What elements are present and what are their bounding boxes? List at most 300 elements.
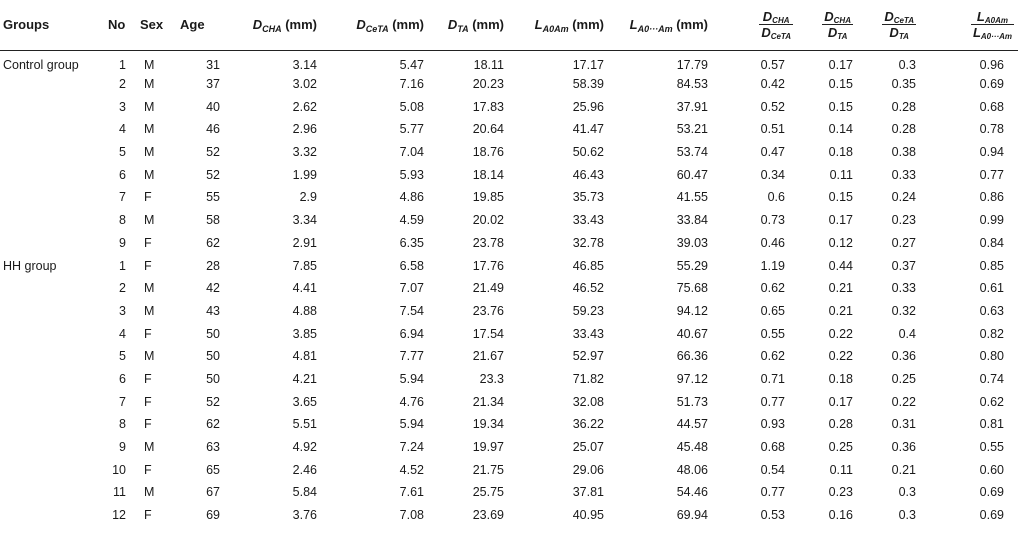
cell-sex: F — [144, 462, 152, 477]
cell-no: 8 — [119, 417, 126, 432]
cell-sex: F — [144, 235, 152, 250]
cell-la0-dots-am: 60.47 — [676, 167, 708, 182]
cell-ratio-dceta-dta: 0.32 — [891, 303, 916, 318]
cell-ratio-dceta-dta: 0.35 — [891, 77, 916, 92]
cell-la0-dots-am: 17.79 — [676, 57, 708, 72]
cell-group: Control group — [3, 57, 79, 72]
cell-la0am: 33.43 — [572, 213, 604, 228]
cell-la0am: 32.08 — [572, 394, 604, 409]
cell-la0am: 59.23 — [572, 303, 604, 318]
cell-ratio-dceta-dta: 0.36 — [891, 349, 916, 364]
cell-dcha: 4.21 — [292, 371, 317, 386]
cell-dta: 20.23 — [472, 77, 504, 92]
cell-ratio-dceta-dta: 0.25 — [891, 371, 916, 386]
col-header-ratio-la0am-la0-dots-am: $\frac{L_{A0Am}}{L_{A0\cdot\cdot\cdot Am}}$ — [972, 8, 1012, 42]
cell-dcha: 3.34 — [292, 213, 317, 228]
cell-ratio-dcha-dta: 0.11 — [829, 462, 853, 477]
cell-sex: F — [144, 326, 152, 341]
cell-ratio-dcha-dceta: 0.77 — [760, 394, 785, 409]
cell-no: 1 — [119, 57, 126, 72]
cell-dcha: 3.32 — [292, 145, 317, 160]
cell-ratio-dceta-dta: 0.3 — [898, 57, 916, 72]
cell-group — [0, 163, 108, 186]
cell-group — [0, 345, 108, 368]
cell-ratio-dcha-dta: 0.14 — [828, 122, 853, 137]
cell-ratio-dceta-dta: 0.28 — [891, 122, 916, 137]
cell-dcha: 2.62 — [292, 99, 317, 114]
cell-ratio-dcha-dceta: 0.68 — [760, 440, 785, 455]
cell-dta: 20.64 — [472, 122, 504, 137]
cell-age: 58 — [206, 213, 220, 228]
cell-ratio-dceta-dta: 0.23 — [891, 213, 916, 228]
cell-ratio-dcha-dta: 0.15 — [828, 77, 853, 92]
cell-sex: F — [144, 417, 152, 432]
cell-dta: 21.49 — [472, 281, 504, 296]
cell-group — [0, 300, 108, 323]
cell-ratio-dcha-dta: 0.21 — [828, 303, 853, 318]
cell-dceta: 7.07 — [399, 281, 424, 296]
cell-sex: M — [144, 167, 155, 182]
cell-dcha: 4.88 — [292, 303, 317, 318]
cell-ratio-la0am-la0-dots-am: 0.69 — [979, 508, 1004, 523]
cell-ratio-dcha-dta: 0.16 — [828, 508, 853, 523]
cell-ratio-dcha-dceta: 0.55 — [760, 326, 785, 341]
cell-age: 40 — [206, 99, 220, 114]
cell-dceta: 7.54 — [399, 303, 424, 318]
cell-group — [0, 390, 108, 413]
cell-group — [0, 322, 108, 345]
cell-ratio-dceta-dta: 0.22 — [891, 394, 916, 409]
cell-la0-dots-am: 40.67 — [676, 326, 708, 341]
cell-ratio-dcha-dceta: 0.53 — [760, 508, 785, 523]
cell-dceta: 7.16 — [399, 77, 424, 92]
cell-ratio-la0am-la0-dots-am: 0.84 — [979, 235, 1004, 250]
cell-ratio-dceta-dta: 0.33 — [891, 167, 916, 182]
cell-ratio-la0am-la0-dots-am: 0.69 — [979, 485, 1004, 500]
cell-sex: M — [144, 485, 155, 500]
cell-ratio-la0am-la0-dots-am: 0.60 — [979, 462, 1004, 477]
cell-dta: 20.02 — [472, 213, 504, 228]
cell-sex: M — [144, 213, 155, 228]
cell-no: 4 — [119, 326, 126, 341]
cell-group — [0, 118, 108, 141]
col-header-ratio-dcha-dta: $\frac{D_{CHA}}{D_{TA}}$ — [824, 8, 851, 42]
cell-ratio-dcha-dta: 0.25 — [828, 440, 853, 455]
cell-dceta: 6.58 — [399, 258, 424, 273]
cell-sex: F — [144, 190, 152, 205]
cell-ratio-dceta-dta: 0.33 — [891, 281, 916, 296]
cell-la0-dots-am: 75.68 — [676, 281, 708, 296]
cell-dta: 23.78 — [472, 235, 504, 250]
cell-dceta: 5.94 — [399, 417, 424, 432]
cell-la0-dots-am: 66.36 — [676, 349, 708, 364]
cell-age: 37 — [206, 77, 220, 92]
cell-sex: M — [144, 57, 155, 72]
cell-ratio-dcha-dceta: 0.34 — [760, 167, 785, 182]
cell-ratio-dcha-dceta: 0.77 — [760, 485, 785, 500]
cell-la0-dots-am: 54.46 — [676, 485, 708, 500]
cell-ratio-dceta-dta: 0.38 — [891, 145, 916, 160]
header-row — [0, 0, 1018, 50]
cell-dta: 21.75 — [472, 462, 504, 477]
cell-dceta: 5.94 — [399, 371, 424, 386]
cell-dcha: 3.65 — [292, 394, 317, 409]
col-header-dceta: $D_{CeTA}$ (mm) — [356, 17, 424, 35]
cell-la0-dots-am: 97.12 — [676, 371, 708, 386]
cell-dta: 19.34 — [472, 417, 504, 432]
cell-la0am: 29.06 — [572, 462, 604, 477]
cell-dta: 21.34 — [472, 394, 504, 409]
col-header-ratio-dcha-dceta: $\frac{D_{CHA}}{D_{CeTA}}$ — [761, 8, 791, 42]
cell-age: 46 — [206, 122, 220, 137]
table-row — [0, 436, 1018, 459]
table-row — [0, 50, 1018, 73]
table-body — [0, 50, 1018, 526]
cell-dceta: 6.35 — [399, 235, 424, 250]
cell-ratio-dceta-dta: 0.4 — [898, 326, 916, 341]
cell-ratio-la0am-la0-dots-am: 0.78 — [979, 122, 1004, 137]
cell-ratio-dcha-dceta: 0.73 — [760, 213, 785, 228]
cell-la0-dots-am: 55.29 — [676, 258, 708, 273]
table-row — [0, 232, 1018, 255]
cell-la0am: 50.62 — [572, 145, 604, 160]
cell-no: 6 — [119, 371, 126, 386]
cell-ratio-dcha-dta: 0.15 — [828, 99, 853, 114]
cell-la0-dots-am: 84.53 — [676, 77, 708, 92]
cell-no: 11 — [113, 485, 126, 500]
col-header-ratio-dceta-dta: $\frac{D_{CeTA}}{D_{TA}}$ — [884, 8, 914, 42]
cell-age: 62 — [206, 235, 220, 250]
col-header-dcha: $D_{CHA}$ (mm) — [252, 17, 317, 35]
cell-dta: 18.11 — [473, 57, 504, 72]
col-header-groups: Groups — [3, 17, 50, 33]
cell-la0am: 46.43 — [572, 167, 604, 182]
cell-no: 2 — [119, 77, 126, 92]
cell-group — [0, 277, 108, 300]
cell-la0-dots-am: 94.12 — [676, 303, 708, 318]
table-row — [0, 277, 1018, 300]
cell-dceta: 4.59 — [399, 213, 424, 228]
cell-ratio-la0am-la0-dots-am: 0.86 — [979, 190, 1004, 205]
cell-ratio-la0am-la0-dots-am: 0.63 — [979, 303, 1004, 318]
table-row — [0, 73, 1018, 96]
cell-la0am: 17.17 — [572, 57, 604, 72]
cell-la0am: 33.43 — [572, 326, 604, 341]
cell-ratio-la0am-la0-dots-am: 0.82 — [979, 326, 1004, 341]
cell-age: 67 — [206, 485, 220, 500]
table-row — [0, 345, 1018, 368]
table-row — [0, 458, 1018, 481]
cell-la0-dots-am: 53.21 — [676, 122, 708, 137]
cell-sex: M — [144, 122, 155, 137]
cell-dcha: 4.92 — [292, 440, 317, 455]
cell-la0-dots-am: 33.84 — [676, 213, 708, 228]
cell-age: 43 — [206, 303, 220, 318]
table-row — [0, 209, 1018, 232]
cell-dta: 19.97 — [472, 440, 504, 455]
cell-sex: M — [144, 145, 155, 160]
cell-no: 7 — [119, 394, 126, 409]
cell-ratio-la0am-la0-dots-am: 0.81 — [979, 417, 1004, 432]
cell-dta: 18.76 — [472, 145, 504, 160]
cell-la0-dots-am: 48.06 — [676, 462, 708, 477]
table-row — [0, 368, 1018, 391]
cell-sex: M — [144, 281, 155, 296]
cell-sex: M — [144, 349, 155, 364]
cell-ratio-dcha-dta: 0.12 — [828, 235, 853, 250]
cell-ratio-dcha-dceta: 0.6 — [767, 190, 785, 205]
cell-ratio-la0am-la0-dots-am: 0.94 — [979, 145, 1004, 160]
cell-age: 42 — [206, 281, 220, 296]
cell-group — [0, 458, 108, 481]
cell-ratio-dcha-dta: 0.17 — [828, 394, 853, 409]
cell-ratio-dceta-dta: 0.24 — [891, 190, 916, 205]
cell-dta: 18.14 — [472, 167, 504, 182]
cell-dcha: 3.02 — [292, 77, 317, 92]
cell-dcha: 2.9 — [299, 190, 317, 205]
col-header-age: Age — [180, 17, 205, 33]
cell-la0-dots-am: 39.03 — [676, 235, 708, 250]
cell-ratio-dcha-dceta: 1.19 — [760, 258, 785, 273]
cell-dceta: 4.76 — [399, 394, 424, 409]
cell-dta: 17.54 — [472, 326, 504, 341]
table-row — [0, 141, 1018, 164]
cell-ratio-dcha-dceta: 0.71 — [760, 371, 785, 386]
cell-group — [0, 73, 108, 96]
cell-age: 28 — [206, 258, 220, 273]
cell-dceta: 7.24 — [399, 440, 424, 455]
cell-dcha: 2.91 — [292, 235, 317, 250]
cell-dta: 17.76 — [472, 258, 504, 273]
cell-ratio-dcha-dta: 0.11 — [829, 167, 853, 182]
cell-dcha: 3.85 — [292, 326, 317, 341]
cell-age: 65 — [206, 462, 220, 477]
cell-no: 5 — [119, 145, 126, 160]
table-row — [0, 118, 1018, 141]
cell-dceta: 7.77 — [399, 349, 424, 364]
cell-no: 10 — [112, 462, 126, 477]
cell-dta: 21.67 — [472, 349, 504, 364]
cell-group — [0, 141, 108, 164]
cell-dceta: 7.08 — [399, 508, 424, 523]
cell-group — [0, 368, 108, 391]
cell-ratio-dcha-dceta: 0.57 — [760, 57, 785, 72]
cell-la0am: 37.81 — [572, 485, 604, 500]
cell-no: 2 — [119, 281, 126, 296]
cell-ratio-la0am-la0-dots-am: 0.80 — [979, 349, 1004, 364]
table-row — [0, 504, 1018, 527]
cell-la0-dots-am: 53.74 — [676, 145, 708, 160]
cell-ratio-dcha-dceta: 0.62 — [760, 281, 785, 296]
table-row — [0, 413, 1018, 436]
cell-la0am: 25.96 — [572, 99, 604, 114]
cell-age: 63 — [206, 440, 220, 455]
cell-dta: 23.3 — [479, 371, 504, 386]
cell-ratio-dceta-dta: 0.31 — [891, 417, 916, 432]
col-header-la0am: $L_{A0Am}$ (mm) — [534, 17, 604, 35]
cell-dceta: 5.08 — [399, 99, 424, 114]
cell-no: 8 — [119, 213, 126, 228]
cell-dta: 23.76 — [472, 303, 504, 318]
cell-group — [0, 232, 108, 255]
cell-ratio-dcha-dceta: 0.51 — [760, 122, 785, 137]
cell-ratio-dcha-dceta: 0.54 — [760, 462, 785, 477]
cell-no: 4 — [119, 122, 126, 137]
cell-ratio-dcha-dceta: 0.47 — [760, 145, 785, 160]
cell-la0am: 35.73 — [572, 190, 604, 205]
cell-ratio-dceta-dta: 0.3 — [898, 508, 916, 523]
cell-age: 50 — [206, 349, 220, 364]
cell-sex: M — [144, 440, 155, 455]
cell-ratio-dcha-dta: 0.44 — [828, 258, 853, 273]
cell-dcha: 1.99 — [292, 167, 317, 182]
cell-no: 5 — [119, 349, 126, 364]
cell-group — [0, 95, 108, 118]
cell-sex: M — [144, 303, 155, 318]
cell-dcha: 3.76 — [292, 508, 317, 523]
cell-la0am: 46.85 — [572, 258, 604, 273]
cell-la0am: 40.95 — [572, 508, 604, 523]
cell-ratio-dcha-dta: 0.18 — [828, 371, 853, 386]
cell-ratio-la0am-la0-dots-am: 0.68 — [979, 99, 1004, 114]
cell-age: 69 — [206, 508, 220, 523]
col-header-dta: $D_{TA}$ (mm) — [447, 17, 504, 35]
cell-dcha: 2.96 — [292, 122, 317, 137]
cell-la0am: 32.78 — [572, 235, 604, 250]
cell-group — [0, 186, 108, 209]
cell-age: 52 — [206, 145, 220, 160]
table-row — [0, 95, 1018, 118]
cell-dceta: 4.52 — [399, 462, 424, 477]
cell-la0am: 36.22 — [572, 417, 604, 432]
table-row — [0, 163, 1018, 186]
cell-ratio-dcha-dceta: 0.62 — [760, 349, 785, 364]
cell-la0am: 71.82 — [572, 371, 604, 386]
cell-la0-dots-am: 51.73 — [676, 394, 708, 409]
cell-la0-dots-am: 41.55 — [676, 190, 708, 205]
cell-sex: F — [144, 508, 152, 523]
cell-ratio-dcha-dta: 0.22 — [828, 326, 853, 341]
cell-no: 6 — [119, 167, 126, 182]
col-header-no: No — [108, 17, 126, 33]
cell-la0-dots-am: 37.91 — [676, 99, 708, 114]
cell-group — [0, 209, 108, 232]
cell-dceta: 4.86 — [399, 190, 424, 205]
cell-ratio-la0am-la0-dots-am: 0.74 — [979, 371, 1004, 386]
col-header-sex: Sex — [140, 17, 164, 33]
cell-ratio-la0am-la0-dots-am: 0.99 — [979, 213, 1004, 228]
cell-ratio-dcha-dta: 0.17 — [828, 57, 853, 72]
cell-ratio-la0am-la0-dots-am: 0.61 — [979, 281, 1004, 296]
cell-ratio-dcha-dta: 0.28 — [828, 417, 853, 432]
cell-la0am: 41.47 — [572, 122, 604, 137]
cell-age: 52 — [206, 394, 220, 409]
table-row — [0, 300, 1018, 323]
cell-dcha: 4.81 — [292, 349, 317, 364]
cell-group — [0, 436, 108, 459]
cell-la0-dots-am: 69.94 — [676, 508, 708, 523]
cell-dcha: 5.84 — [292, 485, 317, 500]
cell-sex: F — [144, 394, 152, 409]
cell-la0am: 58.39 — [572, 77, 604, 92]
cell-dcha: 5.51 — [292, 417, 317, 432]
cell-sex: F — [144, 258, 152, 273]
cell-ratio-dceta-dta: 0.27 — [891, 235, 916, 250]
cell-sex: M — [144, 99, 155, 114]
cell-ratio-la0am-la0-dots-am: 0.77 — [979, 167, 1004, 182]
cell-dceta: 7.61 — [399, 485, 424, 500]
table-row — [0, 322, 1018, 345]
cell-ratio-dcha-dta: 0.23 — [828, 485, 853, 500]
cell-no: 1 — [119, 258, 126, 273]
cell-ratio-dceta-dta: 0.28 — [891, 99, 916, 114]
cell-no: 12 — [112, 508, 126, 523]
cell-ratio-dceta-dta: 0.21 — [891, 462, 916, 477]
cell-ratio-dcha-dceta: 0.65 — [760, 303, 785, 318]
cell-no: 7 — [119, 190, 126, 205]
cell-ratio-dceta-dta: 0.36 — [891, 440, 916, 455]
cell-dcha: 2.46 — [292, 462, 317, 477]
cell-age: 62 — [206, 417, 220, 432]
cell-la0am: 52.97 — [572, 349, 604, 364]
col-header-la0-dots-am: $L_{A0\cdot\cdot\cdot Am}$ (mm) — [629, 17, 708, 35]
cell-age: 50 — [206, 326, 220, 341]
cell-no: 9 — [119, 440, 126, 455]
cell-dceta: 5.77 — [399, 122, 424, 137]
cell-ratio-dcha-dta: 0.22 — [828, 349, 853, 364]
cell-ratio-dceta-dta: 0.3 — [898, 485, 916, 500]
cell-dcha: 4.41 — [292, 281, 317, 296]
cell-dta: 25.75 — [472, 485, 504, 500]
cell-la0-dots-am: 44.57 — [676, 417, 708, 432]
cell-ratio-la0am-la0-dots-am: 0.96 — [979, 57, 1004, 72]
table-row — [0, 186, 1018, 209]
cell-group — [0, 504, 108, 527]
cell-dta: 17.83 — [472, 99, 504, 114]
cell-age: 55 — [206, 190, 220, 205]
cell-dcha: 7.85 — [292, 258, 317, 273]
cell-dcha: 3.14 — [292, 57, 317, 72]
cell-ratio-dceta-dta: 0.37 — [891, 258, 916, 273]
table-row — [0, 481, 1018, 504]
cell-no: 3 — [119, 303, 126, 318]
cell-la0-dots-am: 45.48 — [676, 440, 708, 455]
cell-no: 9 — [119, 235, 126, 250]
cell-ratio-la0am-la0-dots-am: 0.85 — [979, 258, 1004, 273]
cell-ratio-la0am-la0-dots-am: 0.55 — [979, 440, 1004, 455]
cell-group: HH group — [3, 258, 57, 273]
table-row — [0, 254, 1018, 277]
cell-no: 3 — [119, 99, 126, 114]
cell-group — [0, 413, 108, 436]
cell-ratio-dcha-dta: 0.17 — [828, 213, 853, 228]
cell-age: 50 — [206, 371, 220, 386]
cell-la0am: 25.07 — [572, 440, 604, 455]
cell-ratio-dcha-dceta: 0.52 — [760, 99, 785, 114]
cell-dta: 23.69 — [472, 508, 504, 523]
cell-ratio-la0am-la0-dots-am: 0.62 — [979, 394, 1004, 409]
table-row — [0, 390, 1018, 413]
cell-ratio-dcha-dceta: 0.42 — [760, 77, 785, 92]
cell-dceta: 7.04 — [399, 145, 424, 160]
cell-ratio-la0am-la0-dots-am: 0.69 — [979, 77, 1004, 92]
cell-sex: F — [144, 371, 152, 386]
cell-ratio-dcha-dceta: 0.93 — [760, 417, 785, 432]
cell-la0am: 46.52 — [572, 281, 604, 296]
cell-ratio-dcha-dta: 0.21 — [828, 281, 853, 296]
cell-ratio-dcha-dta: 0.15 — [828, 190, 853, 205]
cell-dta: 19.85 — [472, 190, 504, 205]
